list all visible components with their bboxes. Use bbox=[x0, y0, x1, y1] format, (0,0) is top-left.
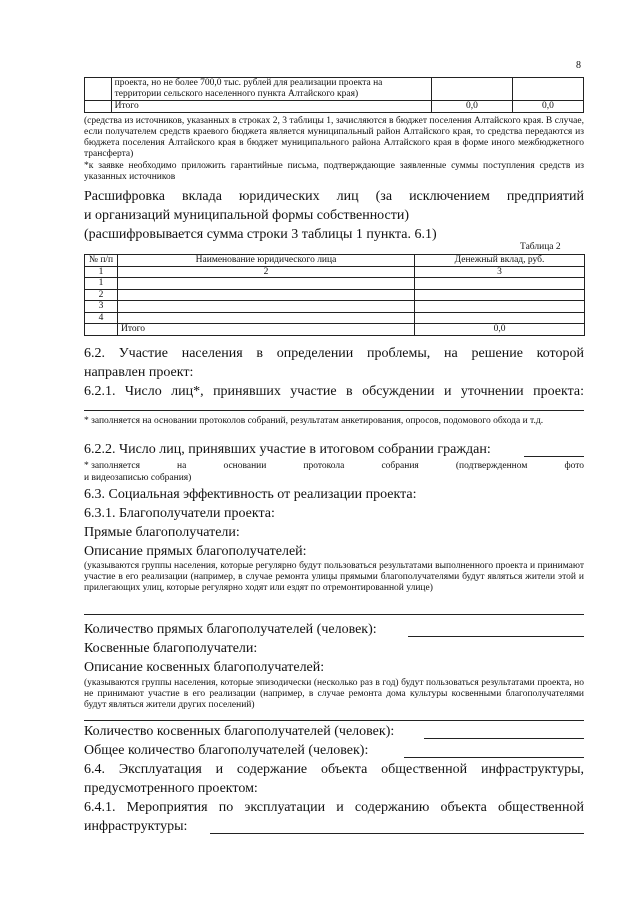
indirect-beneficiaries-desc-title: Описание косвенных благополучателей: bbox=[84, 660, 325, 675]
answer-line[interactable] bbox=[84, 410, 584, 411]
page-number: 8 bbox=[576, 60, 581, 71]
table-cell: 3 bbox=[415, 266, 585, 278]
direct-beneficiaries-desc-title: Описание прямых благополучателей: bbox=[84, 544, 307, 559]
infrastructure-measures-field[interactable] bbox=[210, 833, 584, 834]
table-cell bbox=[118, 301, 415, 313]
section-6-2: 6.2. Участие населения в определении проблемы, на решение которой bbox=[84, 346, 584, 361]
total-count-label: Общее количество благополучателей (человек): bbox=[84, 743, 369, 758]
answer-line[interactable] bbox=[84, 614, 584, 615]
table-row bbox=[85, 78, 584, 101]
table-cell: 4 bbox=[85, 312, 118, 324]
budget-table-continuation bbox=[84, 77, 584, 113]
total-value: 0,0 bbox=[415, 324, 585, 336]
section-6-2-2: 6.2.2. Число лиц, принявших участие в итоговом собрании граждан: bbox=[84, 442, 491, 457]
section-6-3-1: 6.3.1. Благополучатели проекта: bbox=[84, 506, 275, 521]
table-cell bbox=[415, 289, 585, 301]
section-6-4-1-cont: инфраструктуры: bbox=[84, 819, 188, 834]
table-row bbox=[85, 266, 585, 278]
table-row bbox=[85, 324, 585, 336]
direct-beneficiaries-title: Прямые благополучатели: bbox=[84, 525, 240, 540]
heading-line: и организаций муниципальной формы собственности) bbox=[84, 208, 410, 223]
table-caption: Таблица 2 bbox=[520, 242, 561, 252]
table-cell: проекта, но не более 700,0 тыс. рублей для реализации проекта на территории сельского населенного пункта Алтайского края) bbox=[111, 78, 431, 101]
table-cell bbox=[415, 312, 585, 324]
section-6-2-1: 6.2.1. Число лиц*, принявших участие в обсуждении и уточнении проекта: bbox=[84, 384, 584, 399]
section-6-4: 6.4. Эксплуатация и содержание объекта общественной инфраструктуры, bbox=[84, 762, 584, 777]
section-6-2-2-note: * заполняется на основании протокола собрания (подтвержденном фото bbox=[84, 461, 584, 471]
direct-beneficiaries-note: (указываются группы населения, которые регулярно будут пользоваться результатами выполненного проекта и принимают участие в его реализации (например, в случае ремонта улицы прямыми благополучателями будут являться жители этой и прилегающих улиц, которые регулярно ходят или ездят по отремонтированной улице) bbox=[84, 561, 584, 593]
section-6-3: 6.3. Социальная эффективность от реализации проекта: bbox=[84, 487, 417, 502]
total-count-field[interactable] bbox=[404, 757, 584, 758]
heading-line: (расшифровывается сумма строки 3 таблицы 1 пункта. 6.1) bbox=[84, 227, 437, 242]
table-cell bbox=[432, 78, 513, 101]
header-cell: Наименование юридического лица bbox=[118, 255, 415, 267]
total-label: Итого bbox=[111, 101, 431, 113]
table-cell: 2 bbox=[118, 266, 415, 278]
indirect-beneficiaries-title: Косвенные благополучатели: bbox=[84, 641, 258, 656]
section-6-2-cont: направлен проект: bbox=[84, 365, 194, 380]
table-row bbox=[85, 301, 585, 313]
indirect-beneficiaries-note: (указываются группы населения, которые эпизодически (несколько раз в год) будут пользоваться результатами проекта, но не принимают участие в его реализации (например, в случае ремонта дома культуры косвенными благополучателями будут являться жители других поселений) bbox=[84, 678, 584, 710]
indirect-count-field[interactable] bbox=[424, 738, 584, 739]
table-row bbox=[85, 312, 585, 324]
table-cell bbox=[85, 101, 112, 113]
table-row bbox=[85, 278, 585, 290]
table-cell bbox=[118, 278, 415, 290]
table-cell: 3 bbox=[85, 301, 118, 313]
table-cell bbox=[118, 312, 415, 324]
table-cell bbox=[415, 278, 585, 290]
participants-count-field[interactable] bbox=[524, 456, 584, 457]
table-cell bbox=[118, 289, 415, 301]
header-cell: Денежный вклад, руб. bbox=[415, 255, 585, 267]
table-cell bbox=[512, 78, 583, 101]
table-header-row bbox=[85, 255, 585, 267]
table-cell bbox=[415, 301, 585, 313]
section-6-4-cont: предусмотренного проектом: bbox=[84, 781, 258, 796]
section-6-2-2-note-cont: и видеозаписью собрания) bbox=[84, 473, 192, 483]
header-cell: № п/п bbox=[85, 255, 118, 267]
direct-count-field[interactable] bbox=[408, 636, 584, 637]
section-6-4-1: 6.4.1. Мероприятия по эксплуатации и содержанию объекта общественной bbox=[84, 800, 584, 815]
note-guarantee: *к заявке необходимо приложить гарантийные письма, подтверждающие заявленные суммы поступления средств из указанных источников bbox=[84, 161, 584, 182]
note-sources: (средства из источников, указанных в строках 2, 3 таблицы 1, зачисляются в бюджет поселения Алтайского края. В случае, если получателем средств краевого бюджета является муниципальный район Алтайского края, то средства передаются из бюджета поселения Алтайского края в бюджет муниципального района Алтайского края в форме иного межбюджетного трансферта) bbox=[84, 116, 584, 159]
heading-line: Расшифровка вклада юридических лиц (за исключением предприятий bbox=[84, 189, 584, 204]
table-cell: 1 bbox=[85, 278, 118, 290]
total-value: 0,0 bbox=[432, 101, 513, 113]
total-label: Итого bbox=[118, 324, 415, 336]
table-row bbox=[85, 289, 585, 301]
table-cell bbox=[85, 78, 112, 101]
table-row bbox=[85, 101, 584, 113]
answer-line[interactable] bbox=[84, 720, 584, 721]
table-cell: 1 bbox=[85, 266, 118, 278]
total-value: 0,0 bbox=[512, 101, 583, 113]
table-cell: 2 bbox=[85, 289, 118, 301]
direct-count-label: Количество прямых благополучателей (человек): bbox=[84, 622, 377, 637]
indirect-count-label: Количество косвенных благополучателей (человек): bbox=[84, 724, 395, 739]
legal-entities-table bbox=[84, 254, 585, 336]
table-cell bbox=[85, 324, 118, 336]
section-6-2-1-note: * заполняется на основании протоколов собраний, результатам анкетирования, опросов, подомового обхода и т.д. bbox=[84, 416, 544, 426]
